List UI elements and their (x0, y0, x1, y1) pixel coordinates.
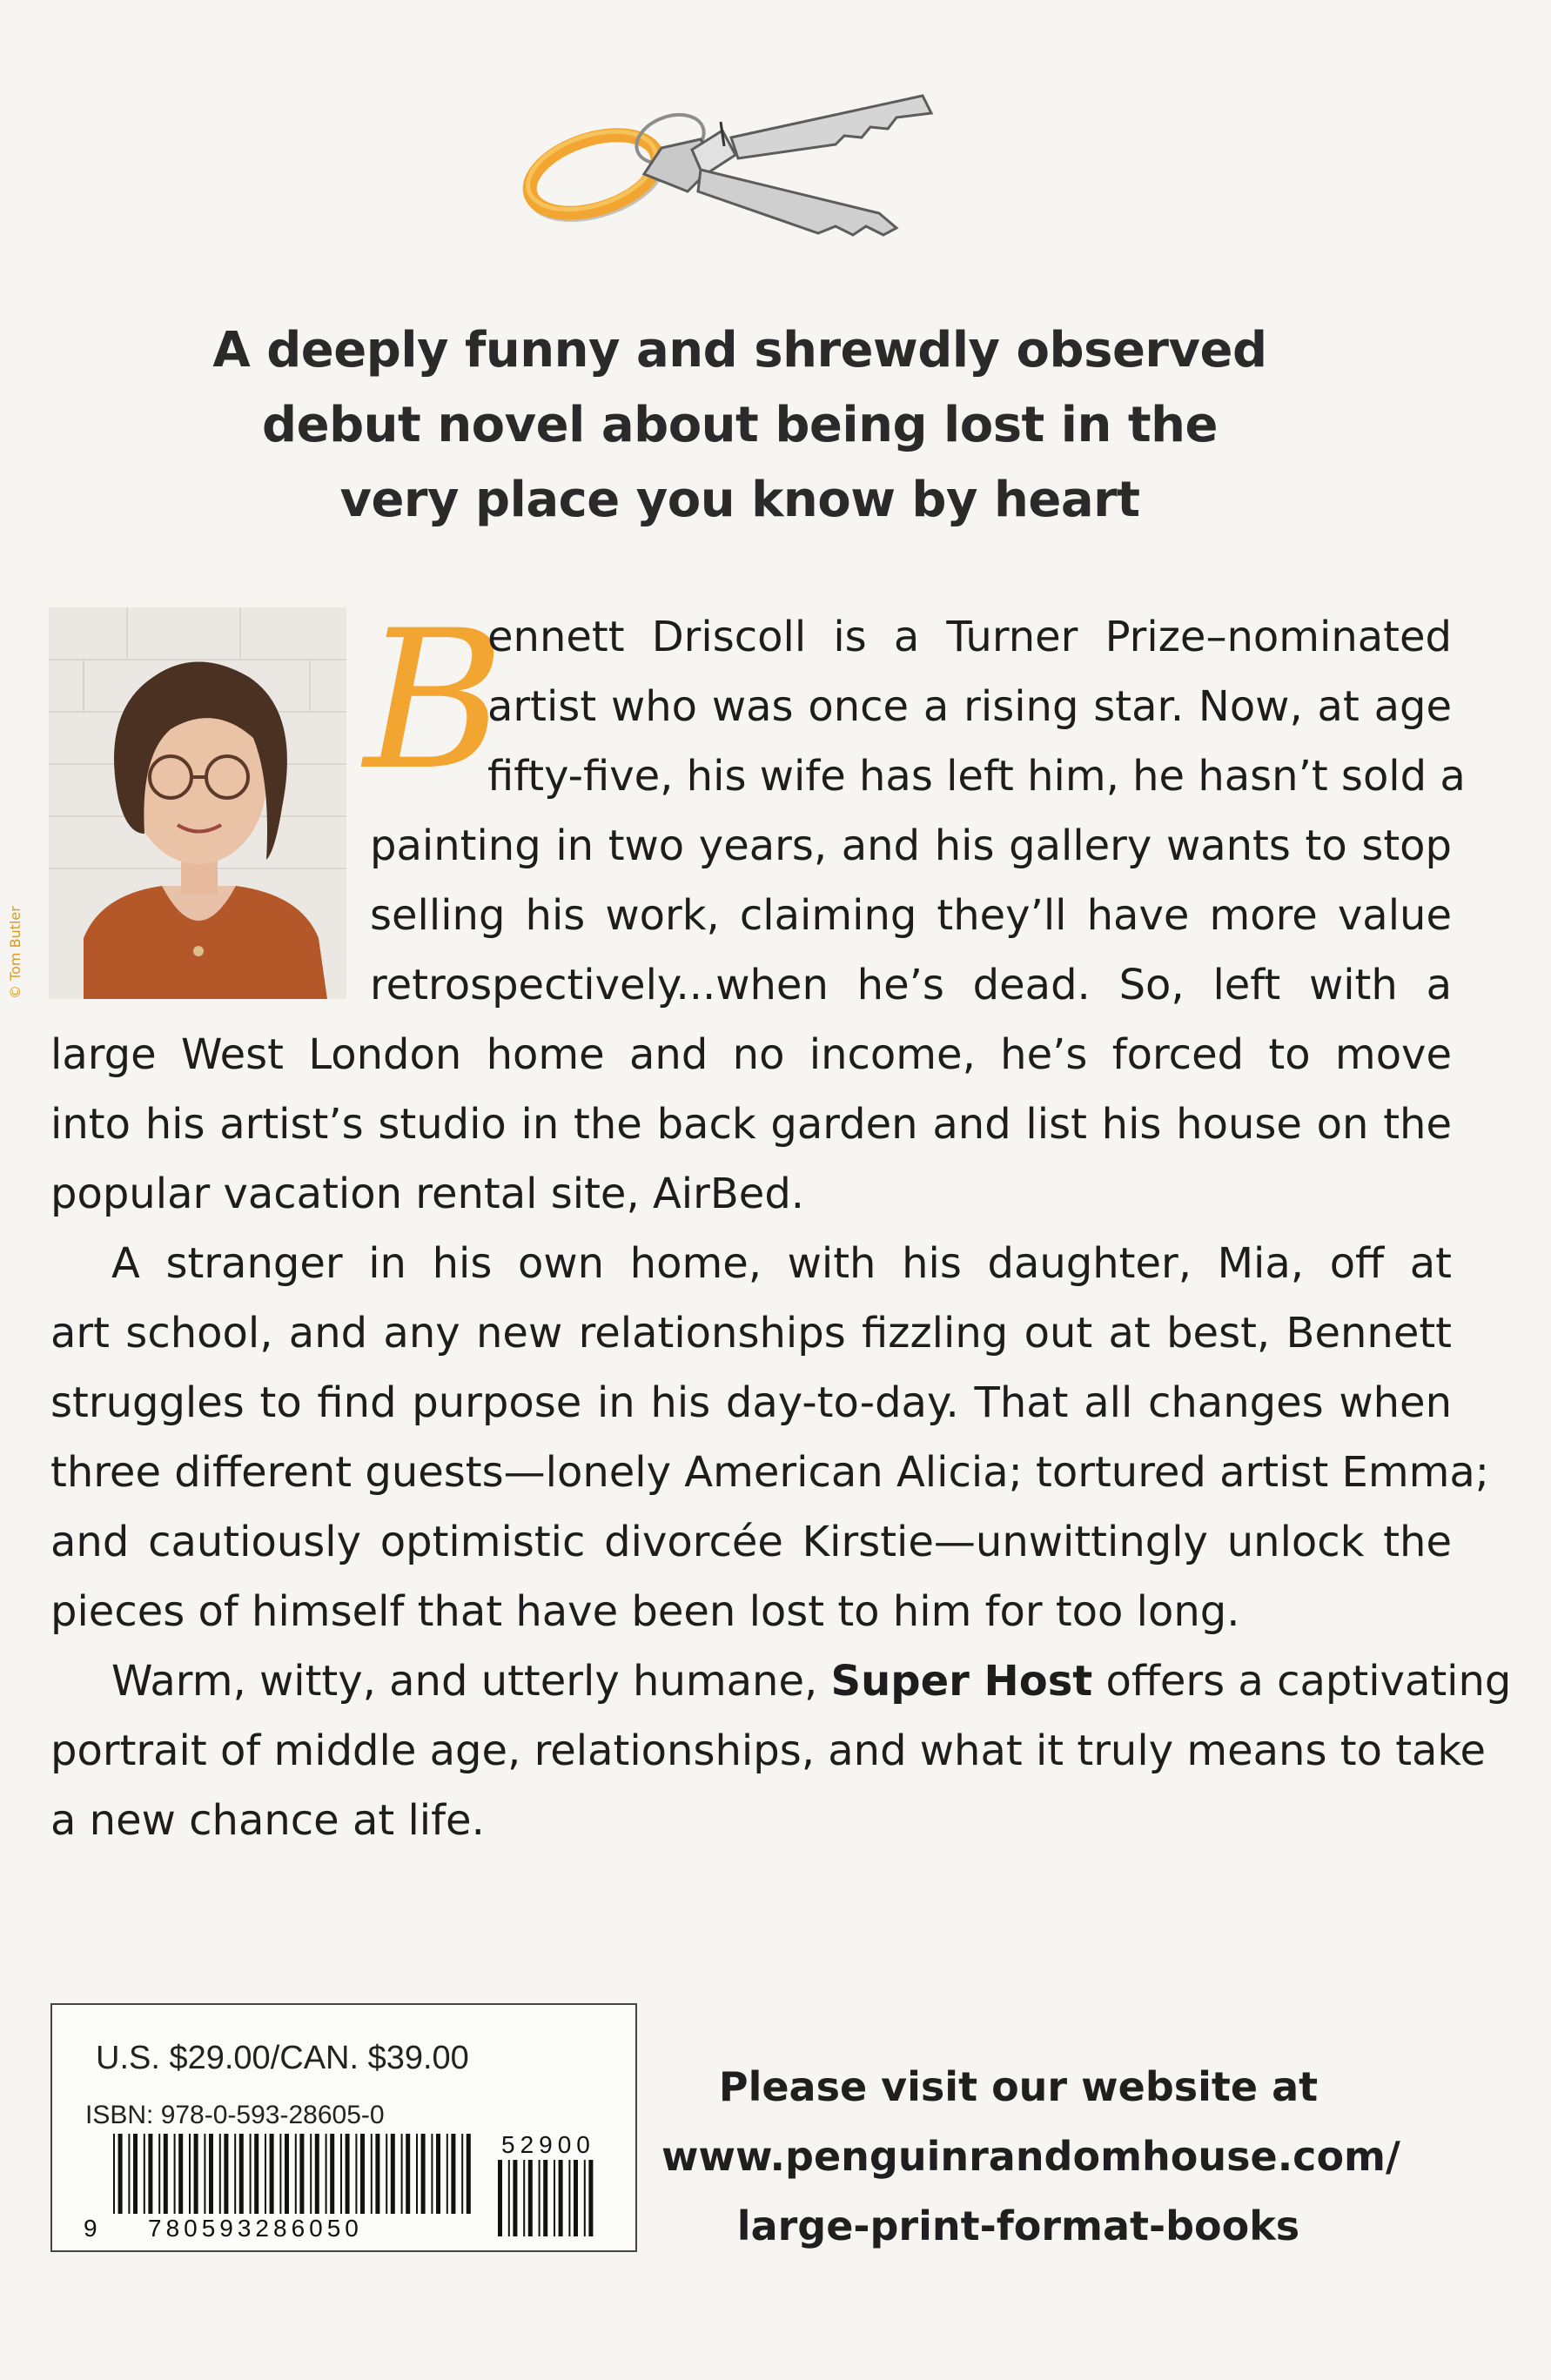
barcode-bar (360, 2134, 365, 2214)
barcode-bar (498, 2160, 502, 2236)
barcode-bar (406, 2134, 410, 2214)
barcode (78, 2134, 601, 2243)
body-line: art school, and any new relationships fizzling out at best, Bennett (50, 1309, 1452, 1358)
barcode-bar (421, 2134, 426, 2214)
tagline-line: debut novel about being lost in the (262, 397, 1218, 453)
body-line: large West London home and no income, he’s forced to move (50, 1030, 1452, 1079)
photo-credit: © Tom Butler (7, 906, 24, 999)
body-line: A stranger in his own home, with his daughter, Mia, off at (111, 1239, 1452, 1288)
barcode-bar (295, 2134, 297, 2214)
body-line: fifty-five, his wife has left him, he hasn’t sold a (487, 752, 1466, 801)
barcode-bar (250, 2134, 252, 2214)
barcode-bar (194, 2134, 198, 2214)
barcode-bar (148, 2134, 152, 2214)
barcode-bar (224, 2134, 228, 2214)
barcode-bar (539, 2160, 540, 2236)
price-barcode-box (50, 2003, 637, 2252)
tagline (174, 313, 1306, 538)
website-line: Please visit our website at (718, 2063, 1319, 2110)
barcode-bar (401, 2134, 403, 2214)
barcode-bar (330, 2134, 334, 2214)
body-line: struggles to find purpose in his day-to-day. That all changes when (50, 1378, 1452, 1427)
body-line (111, 1655, 1512, 1707)
barcode-bar (559, 2160, 563, 2236)
barcode-bar (118, 2134, 123, 2214)
body-line: and cautiously optimistic divorcée Kirstie—unwittingly unlock the (50, 1518, 1452, 1566)
body-line: a new chance at life. (50, 1796, 485, 1845)
barcode-bar (371, 2134, 373, 2214)
website-notice (661, 2052, 1400, 2261)
barcode-bar (326, 2134, 327, 2214)
barcode-bar (234, 2134, 236, 2214)
barcode-bar (270, 2134, 274, 2214)
barcode-bar (416, 2134, 418, 2214)
tagline-line: very place you know by heart (339, 472, 1140, 528)
barcode-bar (568, 2160, 570, 2236)
barcode-bar (528, 2160, 533, 2236)
barcode-bar (375, 2134, 379, 2214)
body-line: portrait of middle age, relationships, and what it truly means to take (50, 1726, 1487, 1775)
barcode-bar (355, 2134, 357, 2214)
barcode-bar (209, 2134, 213, 2214)
barcode-bar (204, 2134, 205, 2214)
barcode-bar (239, 2134, 244, 2214)
barcode-bar (265, 2134, 266, 2214)
barcode-bar (554, 2160, 555, 2236)
body-text: Warm, witty, and utterly humane, (111, 1657, 831, 1706)
body-line: retrospectively...when he’s dead. So, left with a (370, 961, 1452, 1009)
body-line: popular vacation rental site, AirBed. (50, 1170, 805, 1218)
barcode-bar (523, 2160, 525, 2236)
barcode-bars (113, 2134, 471, 2214)
barcode-digits: 780593286050 (148, 2215, 363, 2242)
barcode-lead-digit: 9 (84, 2215, 97, 2242)
website-url[interactable]: large-print-format-books (736, 2202, 1300, 2249)
drop-cap: B (364, 589, 505, 812)
price-label: U.S. $29.00/CAN. $39.00 (96, 2040, 469, 2076)
body-text: offers a captivating (1092, 1657, 1512, 1706)
barcode-bar (144, 2134, 145, 2214)
barcode-bar (133, 2134, 138, 2214)
book-title: Super Host (830, 1657, 1093, 1706)
author-photo (49, 607, 346, 999)
body-line: pieces of himself that have been lost to him for too long. (50, 1587, 1240, 1636)
barcode-bar (340, 2134, 342, 2214)
barcode-bar (310, 2134, 312, 2214)
barcode-bar (508, 2160, 510, 2236)
body-line: three different guests—lonely American Alicia; tortured artist Emma; (50, 1448, 1489, 1497)
barcode-bar (158, 2134, 160, 2214)
barcode-bar (174, 2134, 176, 2214)
barcode-bar (451, 2134, 455, 2214)
body-line: painting in two years, and his gallery wants to stop (370, 821, 1452, 870)
barcode-bar (386, 2134, 387, 2214)
barcode-bar (513, 2160, 517, 2236)
barcode-bar (178, 2134, 183, 2214)
barcode-bar (285, 2134, 289, 2214)
barcode-bar (128, 2134, 130, 2214)
barcode-bar (574, 2160, 578, 2236)
keys-illustration (514, 70, 984, 261)
barcode-bar (588, 2160, 593, 2236)
barcode-bar (164, 2134, 168, 2214)
barcode-bar (461, 2134, 463, 2214)
barcode-bar (254, 2134, 258, 2214)
barcode-bar (219, 2134, 221, 2214)
barcode-bar (446, 2134, 448, 2214)
body-line: artist who was once a rising star. Now, at age (487, 682, 1452, 731)
body-line: into his artist’s studio in the back garden and list his house on the (50, 1100, 1452, 1149)
barcode-bar (315, 2134, 319, 2214)
website-url[interactable]: www.penguinrandomhouse.com/ (661, 2133, 1400, 2180)
barcode-bar (584, 2160, 586, 2236)
barcode-bar (346, 2134, 350, 2214)
body-line: selling his work, claiming they’ll have more value (370, 891, 1452, 940)
barcode-bar (299, 2134, 304, 2214)
barcode-bar (189, 2134, 191, 2214)
barcode-bar (543, 2160, 547, 2236)
tagline-line: A deeply funny and shrewdly observed (212, 322, 1267, 379)
barcode-addon-digits: 52900 (501, 2134, 595, 2158)
barcode-bar (391, 2134, 395, 2214)
barcode-bar (431, 2134, 433, 2214)
barcode-bar (467, 2134, 471, 2214)
isbn-label: ISBN: 978-0-593-28605-0 (85, 2101, 385, 2129)
barcode-addon-bars (498, 2160, 593, 2236)
barcode-bar (113, 2134, 115, 2214)
barcode-bar (436, 2134, 440, 2214)
barcode-bar (279, 2134, 281, 2214)
body-line: ennett Driscoll is a Turner Prize–nominated (487, 613, 1452, 661)
